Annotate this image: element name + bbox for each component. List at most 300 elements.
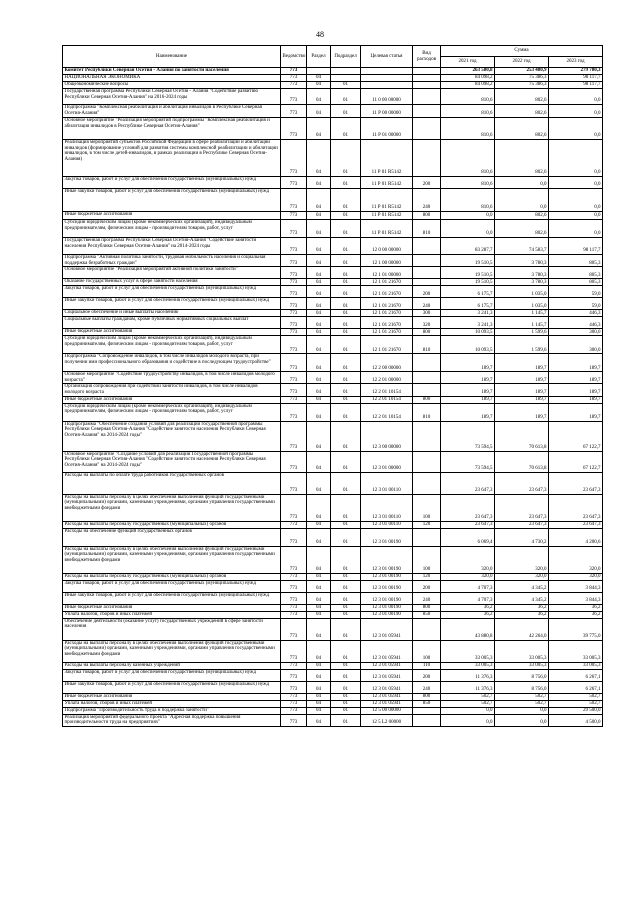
cell-name: Подпрограмма "Сопровождение инвалидов, в том числе инвалидов молодого возраста, при получении ими профессионального образования и содействие в последующем трудоустройстве" — [63, 354, 281, 372]
cell-2021: 19 510,5 — [441, 255, 495, 267]
cell-razdel: 04 — [307, 212, 331, 220]
cell-razdel: 04 — [307, 310, 331, 317]
cell-2021: 502,7 — [441, 700, 495, 707]
cell-2023: 805,3 — [549, 267, 603, 279]
cell-podrazdel: 01 — [331, 521, 361, 528]
cell-name: Государственная программа Республики Северная Осетия - Алания "Содействие развитию Республики Северная Осетия-Алания" на 2016-2024 годы — [63, 89, 281, 105]
cell-2022: 802,6 — [495, 140, 549, 177]
cell-razdel: 04 — [307, 403, 331, 421]
cell-expense-type: 810 — [413, 403, 441, 421]
cell-name: Расходы на выплаты персоналу казенных учреждений — [63, 662, 281, 669]
cell-2023: 6 267,1 — [549, 669, 603, 681]
cell-2021: 33 005,3 — [441, 640, 495, 662]
cell-vedomstvo: 773 — [281, 451, 307, 472]
cell-vedomstvo: 773 — [281, 267, 307, 279]
cell-razdel: 04 — [307, 714, 331, 726]
table-row — [63, 451, 603, 472]
cell-2022: 8 756,0 — [495, 669, 549, 681]
table-row — [63, 421, 603, 451]
cell-2023: 23 647,3 — [549, 521, 603, 528]
cell-2023: 189,7 — [549, 384, 603, 396]
cell-2023: 33 005,3 — [549, 640, 603, 662]
cell-name: Расходы на выплаты персоналу в целях обеспечения выполнения функций государственными (муниципальными) органами, казенными учреждениями, органами управления государственными внебюджетными фондами — [63, 640, 281, 662]
cell-target-article: 12 1 01 21670 — [361, 286, 413, 298]
cell-vedomstvo: 773 — [281, 528, 307, 546]
cell-podrazdel: 01 — [331, 267, 361, 279]
cell-podrazdel: 01 — [331, 336, 361, 354]
cell-2023: 300,0 — [549, 336, 603, 354]
cell-2022: 502,7 — [495, 693, 549, 700]
cell-podrazdel: 01 — [331, 528, 361, 546]
cell-2022: 189,7 — [495, 384, 549, 396]
cell-razdel: 04 — [307, 421, 331, 451]
table-row — [63, 220, 603, 238]
cell-expense-type: 200 — [413, 580, 441, 592]
cell-expense-type — [413, 238, 441, 255]
cell-expense-type: 800 — [413, 693, 441, 700]
cell-podrazdel: 01 — [331, 177, 361, 189]
cell-2023: 189,7 — [549, 396, 603, 403]
cell-target-article — [361, 82, 413, 89]
cell-2021: 189,7 — [441, 396, 495, 403]
cell-expense-type: 100 — [413, 494, 441, 521]
cell-podrazdel: 01 — [331, 681, 361, 693]
cell-razdel: 04 — [307, 267, 331, 279]
cell-expense-type — [413, 354, 441, 372]
cell-2022: 1 145,7 — [495, 310, 549, 317]
cell-name: Закупка товаров, работ и услуг для обеспечения государственных (муниципальных) нужд — [63, 669, 281, 681]
cell-target-article: 11 Р 01 R5142 — [361, 212, 413, 220]
cell-target-article: 11 Р 01 R5142 — [361, 220, 413, 238]
cell-2023: 98 117,7 — [549, 75, 603, 82]
cell-2023: 36,2 — [549, 604, 603, 611]
table-row — [63, 279, 603, 286]
cell-2022: 33 005,3 — [495, 662, 549, 669]
cell-2023: 3 844,3 — [549, 592, 603, 604]
cell-target-article: 12 3 01 00190 — [361, 592, 413, 604]
cell-expense-type — [413, 451, 441, 472]
cell-razdel: 04 — [307, 255, 331, 267]
cell-razdel: 04 — [307, 669, 331, 681]
cell-razdel: 04 — [307, 189, 331, 212]
cell-vedomstvo: 773 — [281, 372, 307, 384]
cell-2023: 4 500,0 — [549, 714, 603, 726]
cell-expense-type: 240 — [413, 592, 441, 604]
cell-name: Социальные выплаты гражданам, кроме публичных нормативных социальных выплат — [63, 317, 281, 329]
cell-2021: 189,7 — [441, 384, 495, 396]
cell-razdel: 04 — [307, 611, 331, 618]
col-header-vedomstvo: Ведомство — [281, 46, 307, 68]
cell-podrazdel: 01 — [331, 310, 361, 317]
cell-vedomstvo: 773 — [281, 82, 307, 89]
cell-2021: 0,0 — [441, 707, 495, 714]
cell-expense-type: 810 — [413, 220, 441, 238]
cell-podrazdel: 01 — [331, 298, 361, 310]
cell-2023: 446,3 — [549, 317, 603, 329]
cell-podrazdel: 01 — [331, 317, 361, 329]
table-row — [63, 528, 603, 546]
table-row — [63, 662, 603, 669]
cell-target-article — [361, 68, 413, 75]
table-row — [63, 354, 603, 372]
cell-2022: 4 730,2 — [495, 528, 549, 546]
cell-target-article: 12 2 01 00000 — [361, 372, 413, 384]
cell-2022: 502,7 — [495, 700, 549, 707]
cell-target-article: 11 Р 01 00000 — [361, 118, 413, 140]
cell-2022: 0,0 — [495, 189, 549, 212]
cell-razdel: 04 — [307, 472, 331, 494]
cell-target-article: 12 1 01 21670 — [361, 329, 413, 336]
cell-vedomstvo: 773 — [281, 255, 307, 267]
cell-name: Субсидии юридическим лицам (кроме некоммерческих организаций), индивидуальным предпринимателям, физическим лицам - производителям товаров, работ, услуг — [63, 403, 281, 421]
cell-target-article: 12 1 01 00000 — [361, 267, 413, 279]
cell-podrazdel: 01 — [331, 286, 361, 298]
cell-podrazdel: 01 — [331, 118, 361, 140]
cell-2021: 810,6 — [441, 189, 495, 212]
cell-expense-type: 120 — [413, 521, 441, 528]
cell-podrazdel: 01 — [331, 592, 361, 604]
cell-podrazdel: 01 — [331, 640, 361, 662]
cell-name: Основное мероприятие "Содействие трудоустройству инвалидов, в том числе инвалидов молодого возраста" — [63, 372, 281, 384]
cell-2022: 1 145,7 — [495, 317, 549, 329]
cell-vedomstvo: 773 — [281, 604, 307, 611]
cell-2022: 1 035,0 — [495, 298, 549, 310]
cell-2023: 67 122,7 — [549, 451, 603, 472]
cell-2022: 36,2 — [495, 611, 549, 618]
cell-2022: 23 647,3 — [495, 494, 549, 521]
cell-2021: 73 594,5 — [441, 421, 495, 451]
cell-2021: 36,2 — [441, 604, 495, 611]
cell-razdel: 04 — [307, 618, 331, 640]
cell-target-article: 12 3 01 00110 — [361, 472, 413, 494]
cell-name: Комитет Республики Северная Осетия - Алания по занятости населения — [63, 68, 281, 75]
cell-target-article: 11 Р 00 00000 — [361, 105, 413, 118]
cell-2022: 3 780,3 — [495, 255, 549, 267]
table-row — [63, 238, 603, 255]
cell-razdel: 04 — [307, 140, 331, 177]
cell-vedomstvo: 773 — [281, 310, 307, 317]
cell-2022: 802,6 — [495, 118, 549, 140]
cell-target-article: 12 3 01 00110 — [361, 521, 413, 528]
cell-2021: 23 647,3 — [441, 472, 495, 494]
cell-vedomstvo: 773 — [281, 700, 307, 707]
cell-2022: 320,0 — [495, 573, 549, 580]
cell-razdel: 04 — [307, 521, 331, 528]
cell-target-article: 11 Р 01 R5142 — [361, 177, 413, 189]
cell-target-article: 12 2 01 10154 — [361, 396, 413, 403]
cell-2022: 1 599,6 — [495, 336, 549, 354]
cell-podrazdel: 01 — [331, 700, 361, 707]
cell-target-article: 12 3 01 00110 — [361, 494, 413, 521]
cell-podrazdel: 01 — [331, 618, 361, 640]
cell-expense-type — [413, 372, 441, 384]
cell-razdel: 04 — [307, 604, 331, 611]
cell-2021: 0,0 — [441, 220, 495, 238]
cell-target-article: 11 0 00 00000 — [361, 89, 413, 105]
cell-expense-type: 300 — [413, 310, 441, 317]
cell-2023: 6 267,1 — [549, 681, 603, 693]
cell-target-article: 11 Р 01 R5142 — [361, 189, 413, 212]
cell-target-article: 12 3 01 00190 — [361, 604, 413, 611]
cell-vedomstvo: 773 — [281, 298, 307, 310]
cell-2023: 502,7 — [549, 700, 603, 707]
cell-2021: 6 175,7 — [441, 286, 495, 298]
cell-2023: 4 200,6 — [549, 528, 603, 546]
cell-expense-type — [413, 75, 441, 82]
cell-2021: 320,0 — [441, 573, 495, 580]
cell-podrazdel: 01 — [331, 372, 361, 384]
cell-2023: 502,7 — [549, 693, 603, 700]
cell-2022: 189,7 — [495, 372, 549, 384]
cell-2022: 3 780,3 — [495, 267, 549, 279]
cell-razdel: 04 — [307, 451, 331, 472]
cell-2021: 36,2 — [441, 611, 495, 618]
cell-name: Закупка товаров, работ и услуг для обеспечения государственных (муниципальных) нужд — [63, 177, 281, 189]
cell-name: Субсидии юридическим лицам (кроме некоммерческих организаций), индивидуальным предпринимателям, физическим лицам - производителям товаров, работ, услуг — [63, 220, 281, 238]
cell-podrazdel: 01 — [331, 89, 361, 105]
cell-2023: 23 647,3 — [549, 472, 603, 494]
cell-name: Закупка товаров, работ и услуг для обеспечения государственных (муниципальных) нужд — [63, 580, 281, 592]
table-row — [63, 255, 603, 267]
cell-2023: 446,3 — [549, 310, 603, 317]
table-row — [63, 177, 603, 189]
cell-expense-type: 240 — [413, 189, 441, 212]
budget-table — [62, 45, 603, 727]
cell-target-article: 12 3 01 05941 — [361, 640, 413, 662]
cell-podrazdel: 01 — [331, 105, 361, 118]
cell-name: Иные закупки товаров, работ и услуг для обеспечения государственных (муниципальных) нужд — [63, 592, 281, 604]
cell-podrazdel: 01 — [331, 82, 361, 89]
cell-name: Расходы на обеспечение функций государственных органов — [63, 528, 281, 546]
cell-name: Субсидии юридическим лицам (кроме некоммерческих организаций), индивидуальным предпринимателям, физическим лицам - производителям товаров, работ, услуг — [63, 336, 281, 354]
cell-name: Закупка товаров, работ и услуг для обеспечения государственных (муниципальных) нужд — [63, 286, 281, 298]
cell-target-article: 11 Р 01 R5142 — [361, 140, 413, 177]
cell-razdel: 04 — [307, 707, 331, 714]
table-row — [63, 573, 603, 580]
cell-expense-type — [413, 472, 441, 494]
cell-target-article: 12 3 01 05941 — [361, 618, 413, 640]
cell-target-article: 12 3 00 00000 — [361, 421, 413, 451]
cell-expense-type — [413, 68, 441, 75]
table-row — [63, 669, 603, 681]
table-row — [63, 707, 603, 714]
cell-vedomstvo: 773 — [281, 89, 307, 105]
cell-podrazdel: 01 — [331, 255, 361, 267]
cell-2022: 4 345,2 — [495, 580, 549, 592]
cell-podrazdel — [331, 68, 361, 75]
table-row — [63, 604, 603, 611]
cell-podrazdel: 01 — [331, 279, 361, 286]
cell-2022: 0,0 — [495, 177, 549, 189]
cell-vedomstvo: 773 — [281, 472, 307, 494]
cell-razdel: 04 — [307, 592, 331, 604]
cell-razdel: 04 — [307, 681, 331, 693]
cell-expense-type: 110 — [413, 662, 441, 669]
cell-name: Расходы на выплаты персоналу в целях обеспечения выполнения функций государственными (муниципальными) органами, казенными учреждениями, органами управления государственными внебюджетными фондами — [63, 494, 281, 521]
cell-expense-type — [413, 89, 441, 105]
cell-2022: 75 386,3 — [495, 82, 549, 89]
cell-vedomstvo: 773 — [281, 546, 307, 573]
cell-expense-type: 200 — [413, 177, 441, 189]
cell-2021: 33 005,3 — [441, 662, 495, 669]
cell-podrazdel: 01 — [331, 662, 361, 669]
cell-2023: 0,0 — [549, 89, 603, 105]
cell-podrazdel: 01 — [331, 580, 361, 592]
cell-2022: 23 647,3 — [495, 521, 549, 528]
cell-vedomstvo: 773 — [281, 75, 307, 82]
cell-razdel: 04 — [307, 662, 331, 669]
cell-2021: 4 707,3 — [441, 580, 495, 592]
cell-razdel: 04 — [307, 89, 331, 105]
cell-2023: 23 647,3 — [549, 494, 603, 521]
cell-podrazdel: 01 — [331, 546, 361, 573]
table-row — [63, 384, 603, 396]
cell-2022: 36,2 — [495, 604, 549, 611]
cell-name: Организация сопровождения при содействии занятости инвалидов, в том числе инвалидов молодого возраста — [63, 384, 281, 396]
table-body — [63, 68, 603, 727]
cell-vedomstvo: 773 — [281, 580, 307, 592]
cell-2022: 320,0 — [495, 546, 549, 573]
cell-razdel: 04 — [307, 105, 331, 118]
cell-razdel: 04 — [307, 75, 331, 82]
cell-name: Основное мероприятие "Создание условий для реализации Государственной программы Республики Северная Осетия-Алания "Содействие занятости населения Республики Северная Осетия-Алания" на 2014-2024 годы" — [63, 451, 281, 472]
cell-vedomstvo: 773 — [281, 329, 307, 336]
cell-2021: 3 241,3 — [441, 317, 495, 329]
cell-podrazdel: 01 — [331, 403, 361, 421]
cell-2021: 4 707,3 — [441, 592, 495, 604]
cell-vedomstvo: 773 — [281, 714, 307, 726]
cell-target-article: 12 2 01 10154 — [361, 403, 413, 421]
cell-vedomstvo: 773 — [281, 177, 307, 189]
table-row — [63, 310, 603, 317]
table-row — [63, 75, 603, 82]
cell-target-article: 12 3 01 00190 — [361, 528, 413, 546]
cell-vedomstvo: 773 — [281, 421, 307, 451]
cell-name: Реализация мероприятий субъектов Российской Федерации в сфере реабилитации и абилитации инвалидов (формирование условий для развития системы комплексной реабилитации и абилитации инвалидов, в том числе детей-инвалидов, в рамках реализации в Республике Северная Осетия-Алания) — [63, 140, 281, 177]
cell-2021: 810,6 — [441, 140, 495, 177]
cell-razdel: 04 — [307, 546, 331, 573]
cell-expense-type — [413, 267, 441, 279]
cell-name: Иные закупки товаров, работ и услуг для обеспечения государственных (муниципальных) нужд — [63, 681, 281, 693]
cell-2021: 0,0 — [441, 714, 495, 726]
cell-expense-type — [413, 384, 441, 396]
cell-expense-type: 850 — [413, 611, 441, 618]
cell-vedomstvo: 773 — [281, 640, 307, 662]
cell-vedomstvo: 773 — [281, 662, 307, 669]
cell-2022: 42 264,0 — [495, 618, 549, 640]
cell-2022: 3 780,3 — [495, 279, 549, 286]
cell-2021: 11 376,3 — [441, 669, 495, 681]
cell-name: Иные бюджетные ассигнования — [63, 604, 281, 611]
cell-expense-type — [413, 255, 441, 267]
col-header-target-article: Целевая статья — [361, 46, 413, 68]
table-row — [63, 640, 603, 662]
cell-2023: 189,7 — [549, 372, 603, 384]
cell-2021: 11 376,3 — [441, 681, 495, 693]
cell-2022: 802,6 — [495, 105, 549, 118]
cell-target-article: 12 3 01 00190 — [361, 546, 413, 573]
cell-2022: 253 480,9 — [495, 68, 549, 75]
cell-2023: 3 844,3 — [549, 580, 603, 592]
cell-vedomstvo: 773 — [281, 384, 307, 396]
cell-target-article: 12 3 01 05941 — [361, 662, 413, 669]
cell-razdel: 04 — [307, 693, 331, 700]
cell-expense-type: 100 — [413, 546, 441, 573]
cell-2022: 4 345,2 — [495, 592, 549, 604]
cell-2023: 59,0 — [549, 298, 603, 310]
cell-name: Иные бюджетные ассигнования — [63, 329, 281, 336]
cell-razdel: 04 — [307, 298, 331, 310]
col-header-2021: 2021 год — [441, 57, 495, 68]
cell-expense-type — [413, 118, 441, 140]
cell-razdel: 04 — [307, 372, 331, 384]
cell-2023: 279 780,3 — [549, 68, 603, 75]
table-row — [63, 68, 603, 75]
cell-podrazdel: 01 — [331, 212, 361, 220]
table-row — [63, 681, 603, 693]
cell-vedomstvo: 773 — [281, 68, 307, 75]
cell-2023: 805,3 — [549, 255, 603, 267]
cell-2021: 189,7 — [441, 372, 495, 384]
cell-target-article: 12 0 00 00000 — [361, 238, 413, 255]
cell-vedomstvo: 773 — [281, 592, 307, 604]
cell-name: Подпрограмма "Производительность труда и поддержка занятости" — [63, 707, 281, 714]
cell-expense-type: 800 — [413, 604, 441, 611]
cell-razdel: 04 — [307, 336, 331, 354]
cell-razdel: 04 — [307, 354, 331, 372]
cell-podrazdel: 01 — [331, 396, 361, 403]
table-row — [63, 592, 603, 604]
cell-target-article: 12 1 01 21670 — [361, 336, 413, 354]
cell-2022: 802,6 — [495, 89, 549, 105]
cell-podrazdel: 01 — [331, 693, 361, 700]
cell-2023: 98 117,7 — [549, 82, 603, 89]
cell-2021: 10 093,5 — [441, 329, 495, 336]
cell-name: Государственная программа Республики Северная Осетия-Алания "Содействие занятости населения Республики Северная Осетия-Алания" на 2014-2024 годы — [63, 238, 281, 255]
table-row — [63, 693, 603, 700]
cell-2021: 810,6 — [441, 177, 495, 189]
cell-2023: 805,3 — [549, 279, 603, 286]
cell-podrazdel: 01 — [331, 573, 361, 580]
table-row — [63, 298, 603, 310]
cell-target-article: 12 3 01 00190 — [361, 611, 413, 618]
cell-vedomstvo: 773 — [281, 189, 307, 212]
cell-2023: 189,7 — [549, 403, 603, 421]
cell-expense-type: 240 — [413, 298, 441, 310]
table-row — [63, 396, 603, 403]
cell-2023: 0,0 — [549, 140, 603, 177]
cell-vedomstvo: 773 — [281, 354, 307, 372]
cell-name: Иные закупки товаров, работ и услуг для обеспечения государственных (муниципальных) нужд — [63, 298, 281, 310]
cell-2021: 84 098,2 — [441, 75, 495, 82]
cell-2022: 189,7 — [495, 403, 549, 421]
cell-podrazdel: 01 — [331, 329, 361, 336]
cell-target-article: 12 2 01 10154 — [361, 384, 413, 396]
cell-name: Подпрограмма "Обеспечение создания условий для реализации государственной программы Республики Северная Осетия-Алания "Содействие занятости населения Республики Северная Осетия-Алания" на 2014-2024 годы" — [63, 421, 281, 451]
cell-name: Социальное обеспечение и иные выплаты населению — [63, 310, 281, 317]
cell-razdel: 04 — [307, 700, 331, 707]
cell-podrazdel: 01 — [331, 220, 361, 238]
col-header-expense-type: Вид расходов — [413, 46, 441, 68]
cell-target-article: 12 5 00 00000 — [361, 707, 413, 714]
table-row — [63, 82, 603, 89]
cell-podrazdel: 01 — [331, 494, 361, 521]
cell-podrazdel: 01 — [331, 238, 361, 255]
cell-razdel: 04 — [307, 286, 331, 298]
cell-name: НАЦИОНАЛЬНАЯ ЭКОНОМИКА — [63, 75, 281, 82]
cell-podrazdel: 01 — [331, 669, 361, 681]
table-row — [63, 521, 603, 528]
